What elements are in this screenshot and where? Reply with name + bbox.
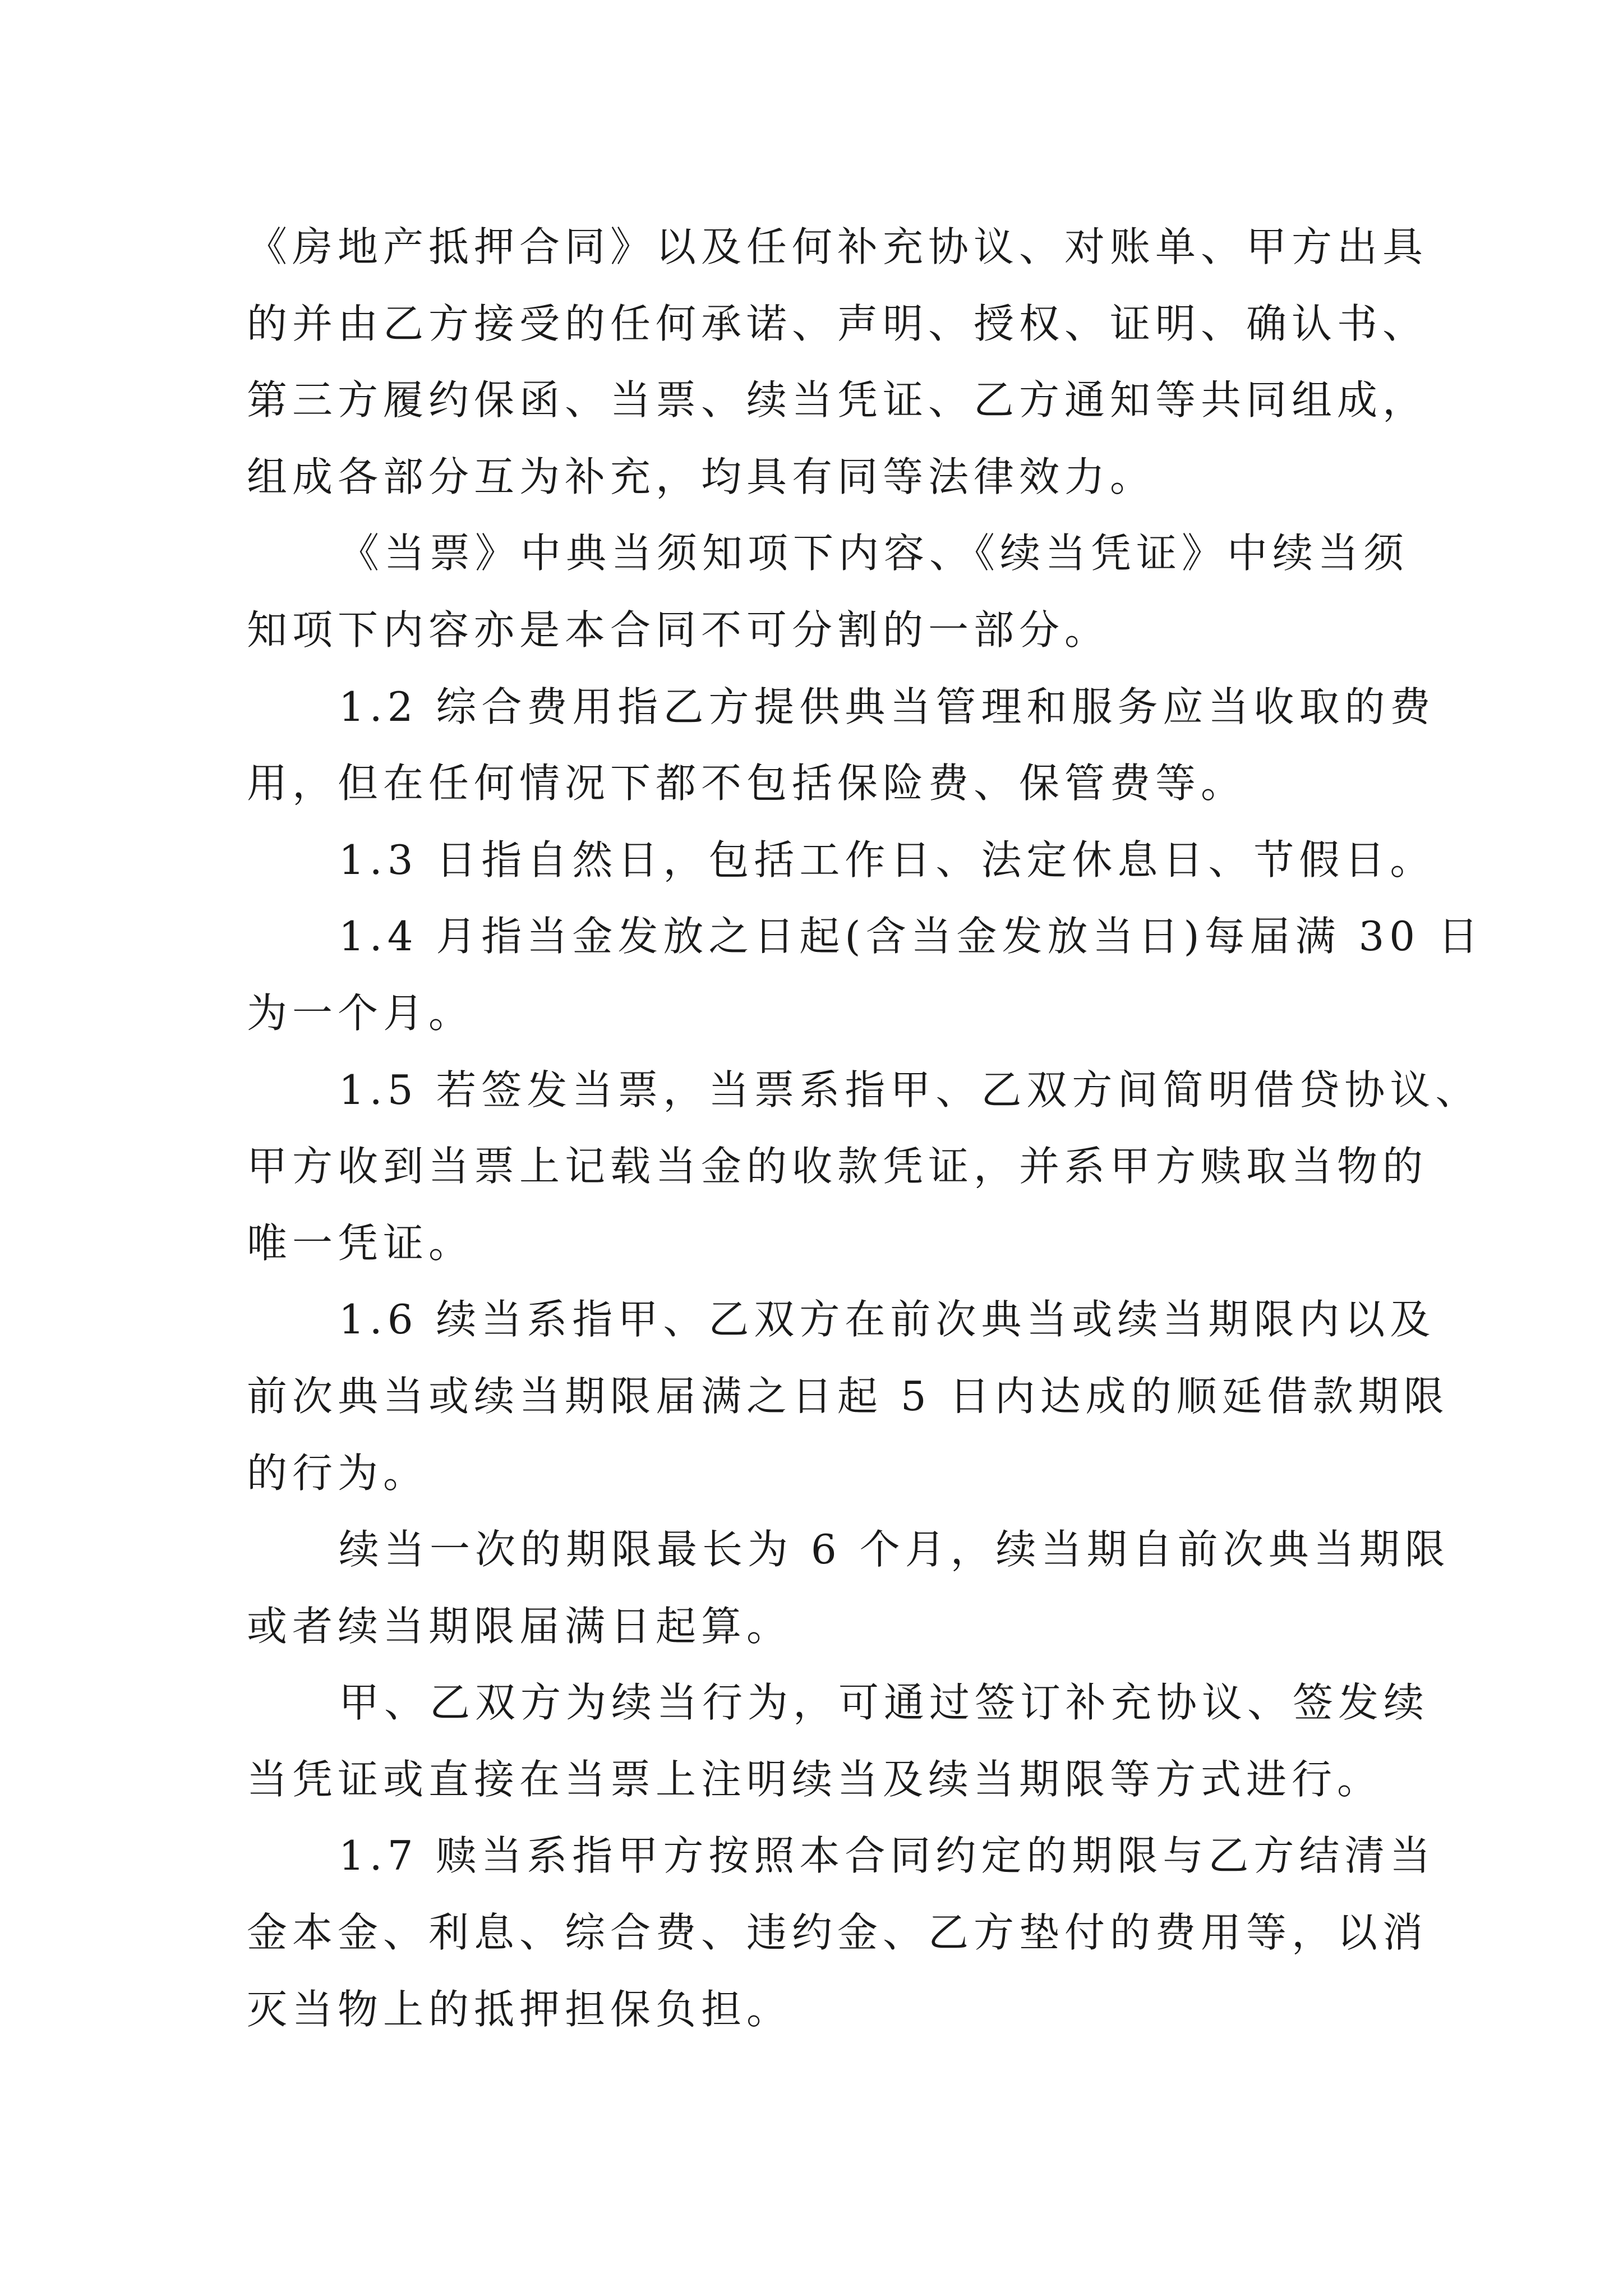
text-line: 前次典当或续当期限届满之日起 5 日内达成的顺延借款期限 [247, 1372, 1449, 1420]
text-line: 当凭证或直接在当票上注明续当及续当期限等方式进行。 [247, 1755, 1383, 1803]
text-line: 1.7 赎当系指甲方按照本合同约定的期限与乙方结清当 [339, 1832, 1436, 1880]
text-line: 续当一次的期限最长为 6 个月，续当期自前次典当期限 [339, 1526, 1450, 1573]
text-line: 1.4 月指当金发放之日起(含当金发放当日)每届满 30 日 [339, 913, 1483, 960]
text-line: 1.2 综合费用指乙方提供典当管理和服务应当收取的费 [339, 683, 1436, 730]
text-line: 用，但在任何情况下都不包括保险费、保管费等。 [247, 760, 1247, 807]
text-line: 第三方履约保函、当票、续当凭证、乙方通知等共同组成， [247, 376, 1428, 424]
text-line: 《当票》中典当须知项下内容、《续当凭证》中续当须 [339, 530, 1409, 577]
text-line: 《房地产抵押合同》以及任何补充协议、对账单、甲方出具 [247, 223, 1428, 270]
text-line: 甲方收到当票上记载当金的收款凭证，并系甲方赎取当物的 [247, 1143, 1428, 1190]
text-line: 金本金、利息、综合费、违约金、乙方垫付的费用等，以消 [247, 1909, 1428, 1957]
text-line: 1.6 续当系指甲、乙双方在前次典当或续当期限内以及 [339, 1296, 1436, 1343]
text-line: 1.5 若签发当票，当票系指甲、乙双方间简明借贷协议、 [339, 1066, 1481, 1114]
text-line: 唯一凭证。 [247, 1219, 474, 1267]
text-line: 甲、乙双方为续当行为，可通过签订补充协议、签发续 [339, 1679, 1430, 1727]
text-line: 1.3 日指自然日，包括工作日、法定休息日、节假日。 [339, 836, 1436, 884]
document-body [247, 209, 1483, 2047]
text-line: 或者续当期限届满日起算。 [247, 1602, 792, 1650]
text-line: 的行为。 [247, 1449, 429, 1497]
text-line: 知项下内容亦是本合同不可分割的一部分。 [247, 606, 1110, 654]
text-line: 为一个月。 [247, 989, 474, 1037]
text-line: 的并由乙方接受的任何承诺、声明、授权、证明、确认书、 [247, 300, 1428, 347]
text-line: 组成各部分互为补充，均具有同等法律效力。 [247, 453, 1156, 500]
text-line: 灭当物上的抵押担保负担。 [247, 1985, 792, 2033]
